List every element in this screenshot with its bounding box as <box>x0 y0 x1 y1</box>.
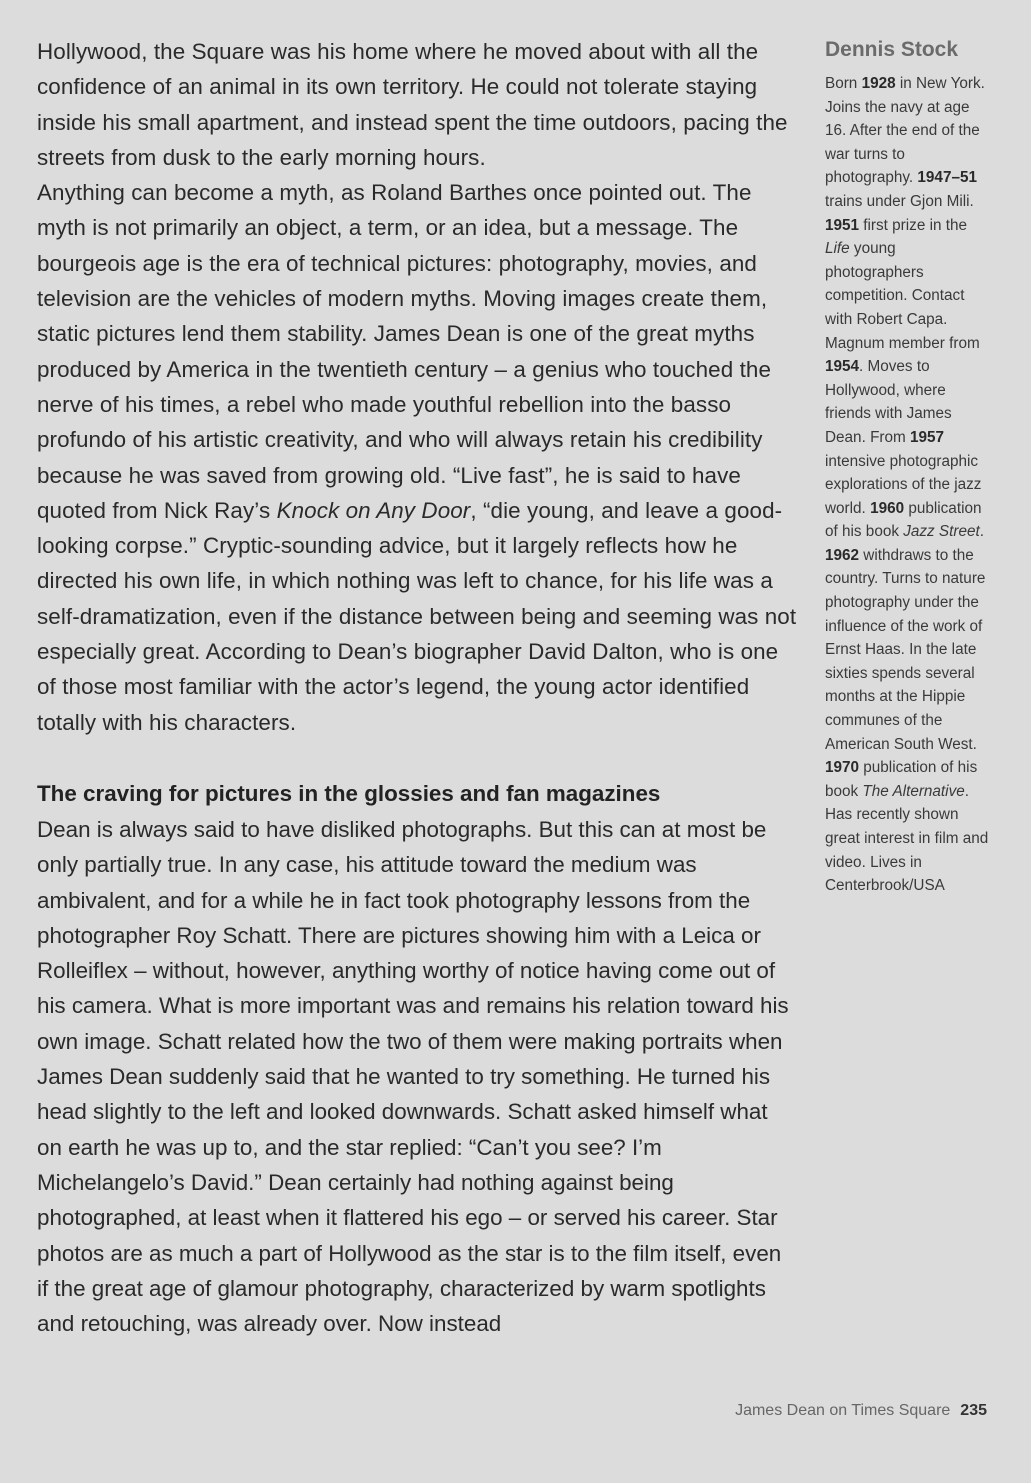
bio-text: first prize in the <box>859 216 967 234</box>
bio-text: . Moves to Hollywood, where friends with James Dean. From <box>825 358 952 446</box>
paragraph-1: Hollywood, the Square was his home where he moved about with all the confidence of an animal in its own territory. He could not tolerate staying inside his small apartment, and instead spent the time outdoors, pacing the streets from dusk to the early morning hours. <box>37 39 788 170</box>
bio-text: intensive photographic explorations of the jazz world. <box>825 452 982 517</box>
paragraph-3: Dean is always said to have disliked photographs. But this can at most be only partially true. In any case, his attitude toward the medium was ambivalent, and for a while he in fact took photography lessons from the photographer Roy Schatt. There are pictures showing him with a Leica or Rolleiflex – without, however, anything worthy of notice having come out of his camera. What is more important was and remains his relation toward his own image. Schatt related how the two of them were making portraits when James Dean suddenly said that he wanted to try something. He turned his head slightly to the left and looked downwards. Schatt asked himself what on earth he was up to, and the star replied: “Can’t you see? I’m Michelangelo’s David.” Dean certainly had nothing against being photographed, at least when it flattered his ego – or served his career. Star photos are as much a part of Hollywood as the star is to the film itself, even if the great age of glamour photography, characterized by warm spotlights and retouching, was already over. Now instead <box>37 817 789 1337</box>
film-title: Knock on Any Door <box>276 497 471 523</box>
bio-italic: Life <box>825 240 850 258</box>
bio-year: 1970 <box>825 759 860 777</box>
bio-year: 1960 <box>870 499 905 517</box>
bio-text: publication of his book <box>825 499 982 541</box>
bio-italic: The Alternative <box>862 782 965 800</box>
bio-text: trains under Gjon Mili. <box>825 192 974 210</box>
sidebar-text <box>825 72 995 898</box>
page-footer <box>735 1402 987 1420</box>
section-heading: The craving for pictures in the glossies and fan magazines <box>37 781 661 806</box>
bio-text: young photographers competition. Contact with Robert Capa. Magnum member from <box>825 240 980 352</box>
main-column <box>37 34 797 740</box>
main-column-section-2 <box>37 812 797 1341</box>
page-number: 235 <box>960 1402 987 1419</box>
bio-text: withdraws to the country. Turns to nature photography under the influence of the work of Ernst Haas. In the late sixties spends several months at the Hippie communes of the American South West. <box>825 546 986 753</box>
bio-text: in New York. Joins the navy at age 16. After the end of the war turns to photography. <box>825 75 985 187</box>
paragraph-2-part-a: Anything can become a myth, as Roland Barthes once pointed out. The myth is not primarily an object, a term, or an idea, but a message. The bourgeois age is the era of technical pictures: photography, movies, and television are the vehicles of modern myths. Moving images create them, static pictures lend them stability. James Dean is one of the great myths produced by America in the twentieth century – a genius who touched the nerve of his times, a rebel who made youthful rebellion into the basso profundo of his artistic creativity, and who will always retain his credibility because he was saved from growing old. “Live fast”, he is said to have quoted from Nick Ray’s <box>37 180 772 523</box>
bio-text: . <box>979 523 984 541</box>
paragraph-2-part-b: , “die young, and leave a good-looking corpse.” Cryptic-sounding advice, but it largely reflects how he directed his own life, in which nothing was left to chance, for his life was a self-dramatization, even if the distance between being and seeming was not especially great. According to Dean’s biographer David Dalton, who is one of those most familiar with the actor’s legend, the young actor identified totally with his characters. <box>37 497 797 735</box>
bio-year: 1947–51 <box>917 169 977 187</box>
bio-text: . Has recently shown great interest in film and video. Lives in Centerbrook/USA <box>825 782 989 895</box>
bio-year: 1962 <box>825 546 860 564</box>
sidebar-title: Dennis Stock <box>825 38 959 61</box>
bio-year: 1954 <box>825 358 860 376</box>
bio-text: Born <box>825 75 862 92</box>
sidebar-biography <box>825 36 995 898</box>
bio-text: publication of his book <box>825 759 978 800</box>
running-title: James Dean on Times Square <box>735 1402 951 1419</box>
bio-year: 1951 <box>825 216 860 234</box>
paragraph-2 <box>37 175 797 740</box>
bio-italic: Jazz Street <box>903 523 980 541</box>
bio-year: 1928 <box>861 75 896 92</box>
bio-year: 1957 <box>910 428 945 446</box>
